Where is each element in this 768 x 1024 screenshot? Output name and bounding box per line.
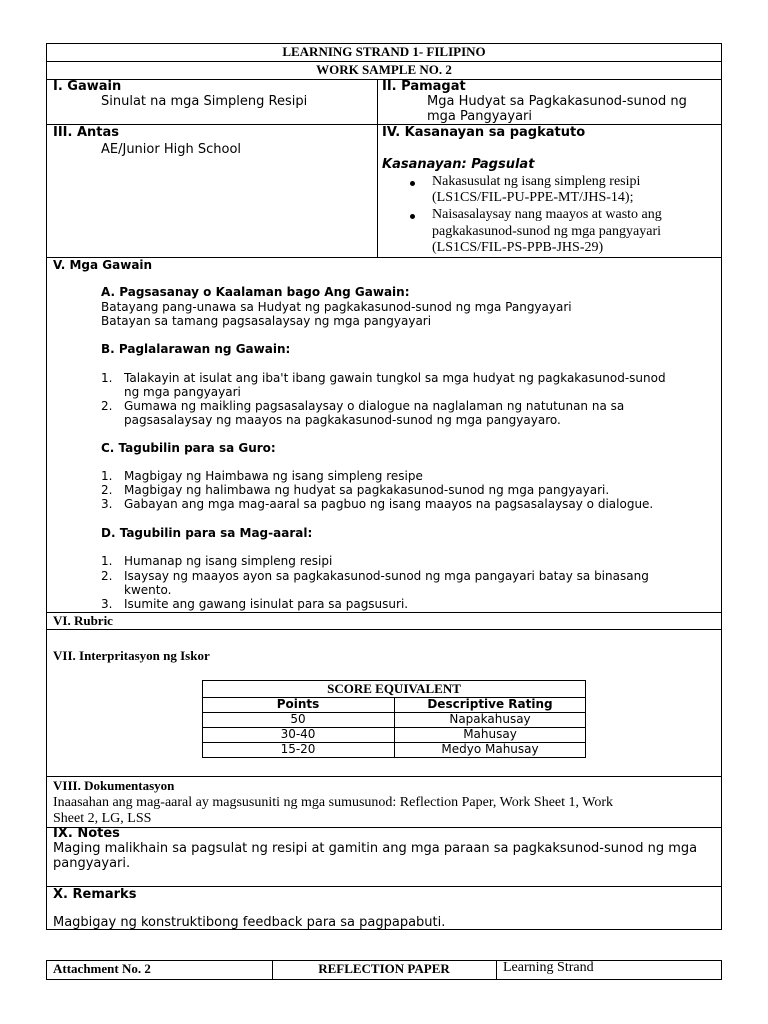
pamagat-value: Mga Hudyat sa Pagkakasunod-sunod ng bbox=[427, 94, 687, 109]
row-divider bbox=[46, 776, 722, 777]
section-c-title: C. Tagubilin para sa Guro: bbox=[101, 441, 276, 455]
table-cell-rating: Mahusay bbox=[463, 727, 517, 741]
list-item: pagsasalaysay ng maayos na pagkakasunod-sunod ng mga pangyayaro. bbox=[124, 413, 561, 427]
section-b-title: B. Paglalarawan ng Gawain: bbox=[101, 342, 291, 356]
pamagat-label: II. Pamagat bbox=[382, 79, 466, 94]
list-item: Isumite ang gawang isinulat para sa pagsusuri. bbox=[124, 597, 409, 611]
table-cell-rating: Napakahusay bbox=[449, 712, 531, 726]
list-item: Humanap ng isang simpleng resipi bbox=[124, 554, 333, 568]
kasanayan-item: (LS1CS/FIL-PS-PPB-JHS-29) bbox=[432, 240, 604, 255]
strand-title: LEARNING STRAND 1- FILIPINO bbox=[282, 44, 486, 59]
list-item: Isaysay ng maayos ayon sa pagkakasunod-sunod ng mga pangayari batay sa binasang bbox=[124, 569, 649, 583]
gawain-value: Sinulat na mga Simpleng Resipi bbox=[101, 94, 308, 109]
list-item: Gumawa ng maikling pagsasalaysay o dialogue na naglalaman ng natutunan na sa bbox=[124, 399, 625, 413]
row-divider bbox=[46, 827, 722, 828]
section-a-text: Batayan sa tamang pagsasalaysay ng mga pangyayari bbox=[101, 314, 432, 328]
antas-value: AE/Junior High School bbox=[101, 142, 242, 157]
list-item: kwento. bbox=[124, 583, 172, 597]
attachment-divider bbox=[496, 960, 497, 980]
list-number: 2. bbox=[101, 399, 113, 413]
section-a-title: A. Pagsasanay o Kaalaman bago Ang Gawain: bbox=[101, 285, 410, 299]
list-number: 1. bbox=[101, 371, 113, 385]
attachment-strand: Learning Strand bbox=[503, 960, 594, 975]
remarks-label: X. Remarks bbox=[53, 887, 137, 902]
notes-label: IX. Notes bbox=[53, 826, 120, 841]
list-item: ng mga pangyayari bbox=[124, 385, 241, 399]
kasanayan-item: pagkakasunod-sunod ng mga pangyayari bbox=[432, 224, 661, 239]
list-item: Talakayin at isulat ang iba't ibang gawain tungkol sa mga hudyat ng pagkakasunod-sunod bbox=[124, 371, 666, 385]
bullet-icon bbox=[410, 214, 415, 219]
dokumentasyon-text: Inaasahan ang mag-aaral ay magsusuniti ng mga sumusunod: Reflection Paper, Work Sheet 1, Work bbox=[53, 795, 614, 810]
pamagat-value: mga Pangyayari bbox=[427, 109, 533, 124]
antas-label: III. Antas bbox=[53, 125, 120, 140]
list-number: 3. bbox=[101, 497, 113, 511]
row-divider bbox=[46, 886, 722, 887]
notes-text: Maging malikhain sa pagsulat ng resipi at gamitin ang mga paraan sa pagkaksunod-sunod ng mga bbox=[53, 841, 698, 856]
list-item: Magbigay ng halimbawa ng hudyat sa pagkakasunod-sunod ng mga pangyayari. bbox=[124, 483, 610, 497]
list-number: 1. bbox=[101, 554, 113, 568]
row-divider bbox=[46, 629, 722, 630]
rubric-label: VI. Rubric bbox=[53, 613, 113, 628]
kasanayan-subtitle: Kasanayan: Pagsulat bbox=[382, 157, 535, 172]
mga-gawain-label: V. Mga Gawain bbox=[53, 258, 153, 272]
attachment-number: Attachment No. 2 bbox=[53, 961, 151, 976]
list-item: Gabayan ang mga mag-aaral sa pagbuo ng isang maayos na pagsasalaysay o dialogue. bbox=[124, 497, 654, 511]
score-table-header-points: Points bbox=[276, 697, 320, 711]
section-a-text: Batayang pang-unawa sa Hudyat ng pagkakasunod-sunod ng mga Pangyayari bbox=[101, 300, 572, 314]
kasanayan-item: (LS1CS/FIL-PU-PPE-MT/JHS-14); bbox=[432, 190, 634, 205]
row-divider bbox=[46, 612, 722, 613]
list-number: 3. bbox=[101, 597, 113, 611]
table-cell-points: 15-20 bbox=[280, 742, 316, 756]
table-cell-points: 30-40 bbox=[280, 727, 316, 741]
interpretasyon-label: VII. Interpritasyon ng Iskor bbox=[53, 648, 210, 663]
bullet-icon bbox=[410, 181, 415, 186]
list-number: 2. bbox=[101, 483, 113, 497]
list-number: 1. bbox=[101, 469, 113, 483]
attachment-title: REFLECTION PAPER bbox=[318, 961, 450, 976]
table-cell-points: 50 bbox=[290, 712, 306, 726]
dokumentasyon-text: Sheet 2, LG, LSS bbox=[53, 811, 152, 826]
remarks-text: Magbigay ng konstruktibong feedback para sa pagpapabuti. bbox=[53, 915, 446, 930]
dokumentasyon-label: VIII. Dokumentasyon bbox=[53, 778, 175, 793]
column-divider bbox=[377, 79, 378, 257]
kasanayan-label: IV. Kasanayan sa pagkatuto bbox=[382, 125, 586, 140]
score-table-header-rating: Descriptive Rating bbox=[427, 697, 553, 711]
gawain-label: I. Gawain bbox=[53, 79, 122, 94]
work-sample-title: WORK SAMPLE NO. 2 bbox=[316, 62, 452, 77]
score-table-title: SCORE EQUIVALENT bbox=[327, 681, 461, 696]
kasanayan-item: Nakasusulat ng isang simpleng resipi bbox=[432, 174, 641, 189]
list-number: 2. bbox=[101, 569, 113, 583]
list-item: Magbigay ng Haimbawa ng isang simpleng resipe bbox=[124, 469, 423, 483]
kasanayan-item: Naisasalaysay nang maayos at wasto ang bbox=[432, 207, 662, 222]
section-d-title: D. Tagubilin para sa Mag-aaral: bbox=[101, 526, 313, 540]
table-cell-rating: Medyo Mahusay bbox=[441, 742, 539, 756]
notes-text: pangyayari. bbox=[53, 856, 131, 871]
